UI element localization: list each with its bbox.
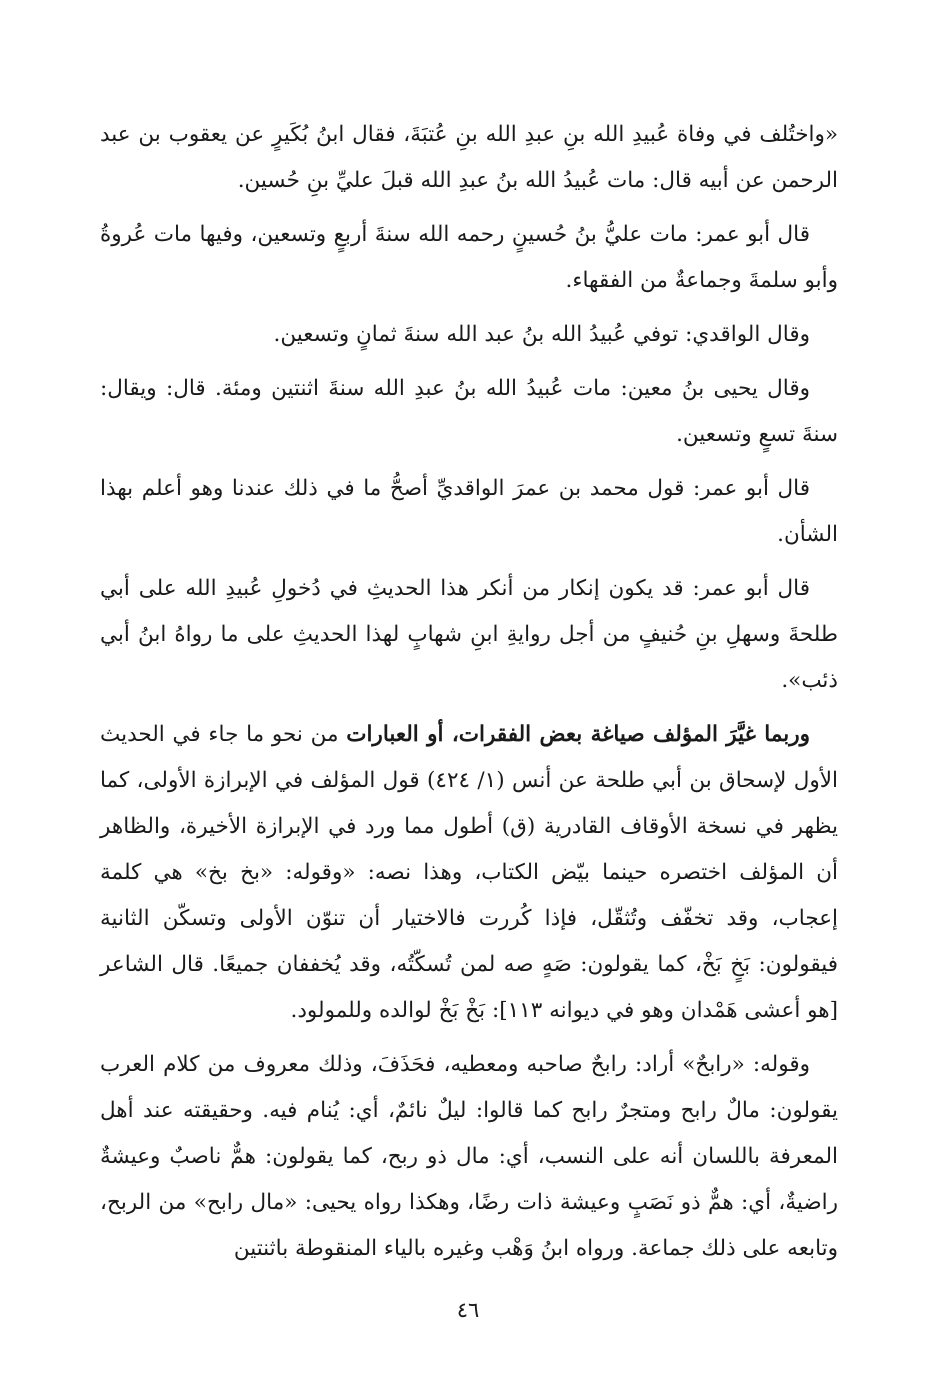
- paragraph-7: [100, 712, 838, 1034]
- paragraph-2: قال أبو عمر: مات عليُّ بنُ حُسينٍ رحمه الله سنةَ أربعٍ وتسعين، وفيها مات عُروةُ وأبو سلمةَ وجماعةٌ من الفقهاء.: [100, 222, 838, 293]
- page-number: ٤٦: [456, 1298, 480, 1322]
- paragraph-1: «واختُلف في وفاة عُبيدِ الله بنِ عبدِ الله بنِ عُتبَةَ، فقال ابنُ بُكَيرٍ عن يعقوب بن عبد الرحمن عن أبيه قال: مات عُبيدُ الله بنُ عبدِ الله قبلَ عليِّ بنِ حُسين.: [100, 122, 838, 193]
- paragraph-5: قال أبو عمر: قول محمد بن عمرَ الواقديِّ أصحُّ ما في ذلك عندنا وهو أعلم بهذا الشأن.: [100, 476, 838, 547]
- paragraph-8: وقوله: «رابحٌ» أراد: رابحٌ صاحبه ومعطيه، فحَذَفَ، وذلك معروف من كلام العرب يقولون: مالٌ رابح ومتجرٌ رابح كما قالوا: ليلٌ نائمٌ، أي: يُنام فيه. وحقيقته عند أهل المعرفة باللسان أنه على النسب، أي: مال ذو ربح، كما يقولون: همٌّ ناصبٌ وعيشةٌ راضيةٌ، أي: همٌّ ذو نَصَبٍ وعيشة ذات رضًا، وهكذا رواه يحيى: «مال رابح» من الربح، وتابعه على ذلك جماعة. ورواه ابنُ وَهْب وغيره بالياء المنقوطة باثنتين: [100, 1052, 838, 1261]
- page-body: [100, 112, 838, 1280]
- paragraph-6: قال أبو عمر: قد يكون إنكار من أنكر هذا الحديثِ في دُخولِ عُبيدِ الله على أبي طلحةَ وسهلِ بنِ حُنيفٍ من أجل روايةِ ابنِ شهابٍ لهذا الحديثِ على ما رواهُ ابنُ أبي ذئب».: [100, 576, 838, 693]
- bold-phrase: وربما غيَّرَ المؤلف صياغة بعض الفقرات، أو العبارات: [346, 722, 810, 747]
- paragraph-3: وقال الواقدي: توفي عُبيدُ الله بنُ عبد الله سنةَ ثمانٍ وتسعين.: [273, 322, 810, 347]
- paragraph-4: وقال يحيى بنُ معين: مات عُبيدُ الله بنُ عبدِ الله سنةَ اثنتين ومئة. قال: ويقال: سنةَ تسعٍ وتسعين.: [100, 376, 838, 447]
- paragraph-7-rest: من نحو ما جاء في الحديث الأول لإسحاق بن أبي طلحة عن أنس (١/ ٤٢٤) قول المؤلف في الإبرازة الأولى، كما يظهر في نسخة الأوقاف القادرية (ق) أطول مما ورد في الإبرازة الأخيرة، والظاهر أن المؤلف اختصره حينما بيّض الكتاب، وهذا نصه: «وقوله: «بخ بخ» هي كلمة إعجاب، وقد تخفّف وتُثقّل، فإذا كُررت فالاختيار أن تنوّن الأولى وتسكّن الثانية فيقولون: بَخٍ بَخْ، كما يقولون: صَهٍ صه لمن تُسكّتُه، وقد يُخففان جميعًا. قال الشاعر [هو أعشى هَمْدان وهو في ديوانه ١١٣]: بَخْ بَخْ لوالده وللمولود.: [100, 722, 838, 1023]
